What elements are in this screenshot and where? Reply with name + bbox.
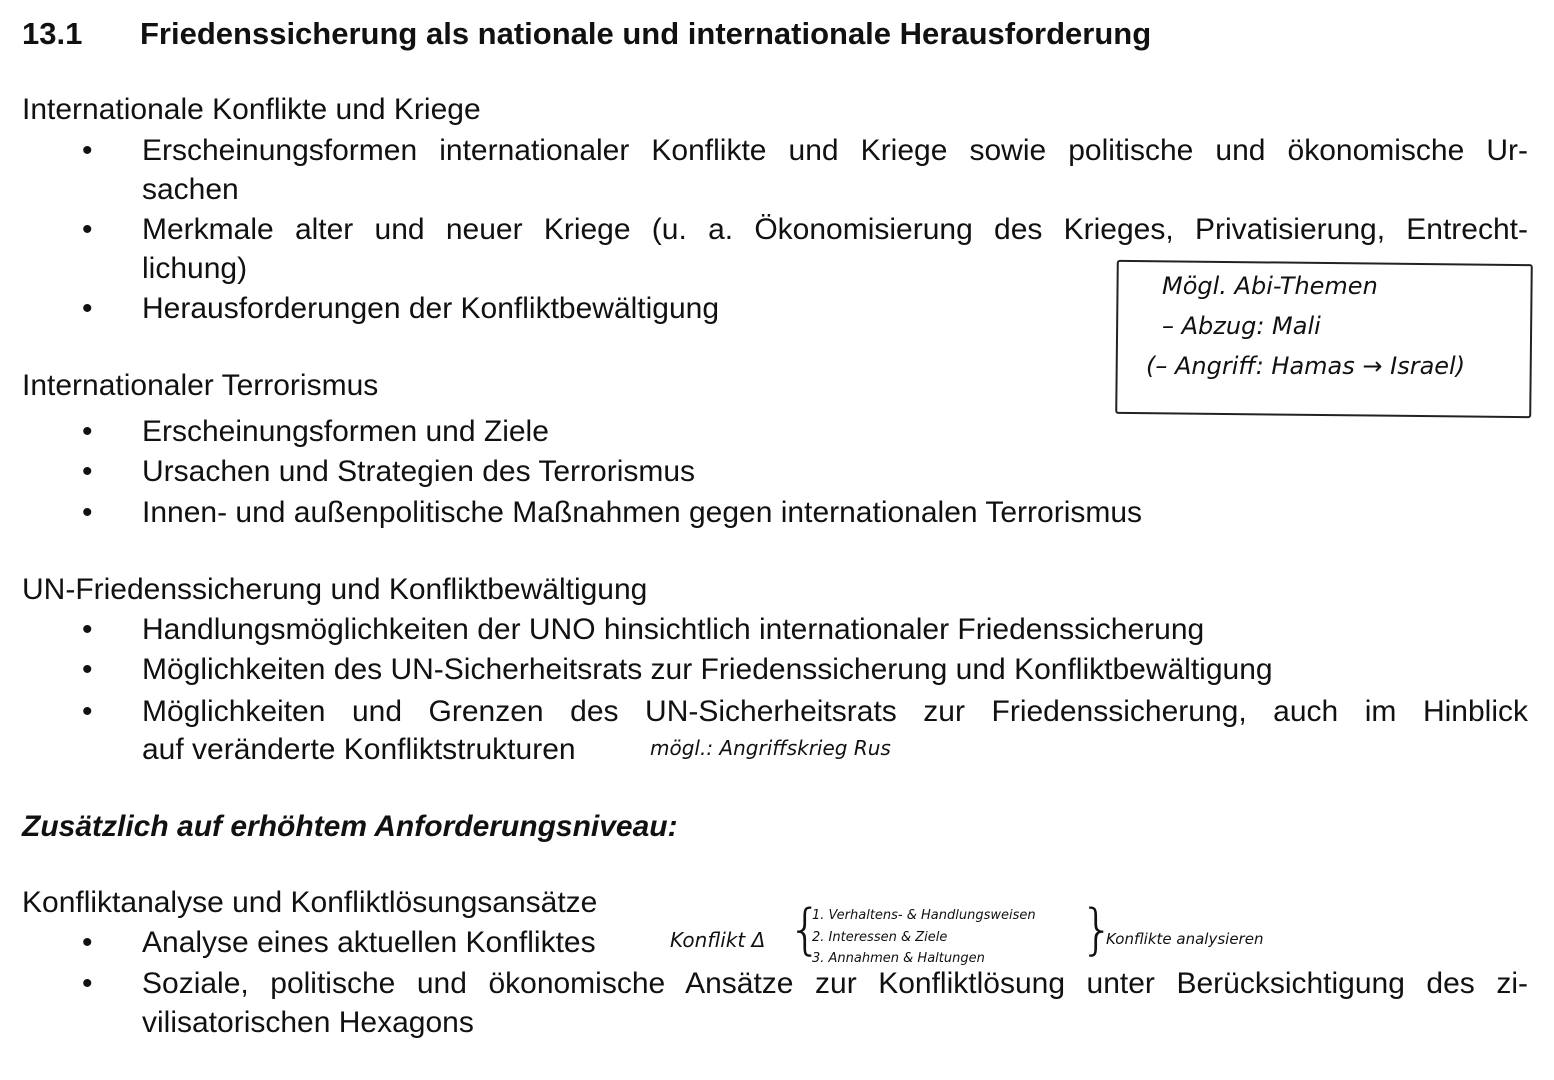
list-item-line: vilisatorischen Hexagons bbox=[142, 1006, 474, 1039]
bullet: • bbox=[82, 695, 93, 728]
list-item-line: Soziale, politische und ökonomische Ansätze zur Konfliktlösung unter Berücksichtigung des zi- bbox=[142, 967, 1528, 1000]
bullet: • bbox=[82, 613, 93, 646]
handwritten-note: 1. Verhaltens- & Handlungsweisen bbox=[812, 908, 1036, 923]
bullet: • bbox=[82, 455, 93, 488]
bullet: • bbox=[82, 213, 93, 246]
right-brace-icon: } bbox=[1080, 898, 1115, 961]
left-brace-icon: { bbox=[788, 898, 823, 961]
list-item-line: Möglichkeiten des UN-Sicherheitsrats zur Friedenssicherung und Konfliktbewältigung bbox=[142, 653, 1273, 686]
list-item-line: Merkmale alter und neuer Kriege (u. a. Ökonomisierung des Krieges, Privatisierung, Entrecht- bbox=[142, 213, 1528, 246]
bullet: • bbox=[82, 926, 93, 959]
section-number: 13.1 bbox=[22, 16, 83, 51]
page-title: Friedenssicherung als nationale und internationale Herausforderung bbox=[140, 16, 1152, 51]
list-item-line: Ursachen und Strategien des Terrorismus bbox=[142, 455, 696, 488]
handwritten-note: 3. Annahmen & Haltungen bbox=[812, 951, 985, 966]
handwritten-note: 2. Interessen & Ziele bbox=[812, 930, 948, 945]
handwritten-konflikt-label: Konflikt Δ bbox=[670, 928, 766, 952]
handwritten-note: – Abzug: Mali bbox=[1162, 312, 1321, 340]
list-item-line: Möglichkeiten und Grenzen des UN-Sicherheitsrats zur Friedenssicherung, auch im Hinblick bbox=[142, 695, 1528, 728]
handwritten-note: (– Angriff: Hamas → Israel) bbox=[1146, 352, 1466, 380]
handwritten-note: Konflikte analysieren bbox=[1106, 930, 1264, 948]
bullet: • bbox=[82, 292, 93, 325]
section-heading: Internationale Konflikte und Kriege bbox=[22, 93, 481, 126]
list-item-line: Innen- und außenpolitische Maßnahmen gegen internationalen Terrorismus bbox=[142, 496, 1143, 529]
bullet: • bbox=[82, 496, 93, 529]
list-item-line: sachen bbox=[142, 173, 239, 206]
bullet: • bbox=[82, 134, 93, 167]
section-heading: UN-Friedenssicherung und Konfliktbewältigung bbox=[22, 573, 648, 606]
bullet: • bbox=[82, 415, 93, 448]
list-item-line: Analyse eines aktuellen Konfliktes bbox=[142, 926, 596, 959]
list-item-line: Erscheinungsformen internationaler Konflikte und Kriege sowie politische und ökonomische Ur- bbox=[142, 134, 1528, 167]
section-heading: Konfliktanalyse und Konfliktlösungsansätze bbox=[22, 886, 598, 919]
list-item-line: Handlungsmöglichkeiten der UNO hinsichtlich internationaler Friedenssicherung bbox=[142, 613, 1205, 646]
handwritten-note: Mögl. Abi-Themen bbox=[1162, 272, 1378, 300]
bullet: • bbox=[82, 653, 93, 686]
list-item-line: Herausforderungen der Konfliktbewältigung bbox=[142, 292, 720, 325]
list-item-line: lichung) bbox=[142, 252, 248, 285]
list-item-line: auf veränderte Konfliktstrukturen bbox=[142, 733, 576, 766]
section-heading: Internationaler Terrorismus bbox=[22, 369, 379, 402]
extra-level-heading: Zusätzlich auf erhöhtem Anforderungsniveau: bbox=[22, 810, 678, 843]
handwritten-note: mögl.: Angriffskrieg Rus bbox=[650, 736, 891, 760]
bullet: • bbox=[82, 967, 93, 1000]
list-item-line: Erscheinungsformen und Ziele bbox=[142, 415, 549, 448]
